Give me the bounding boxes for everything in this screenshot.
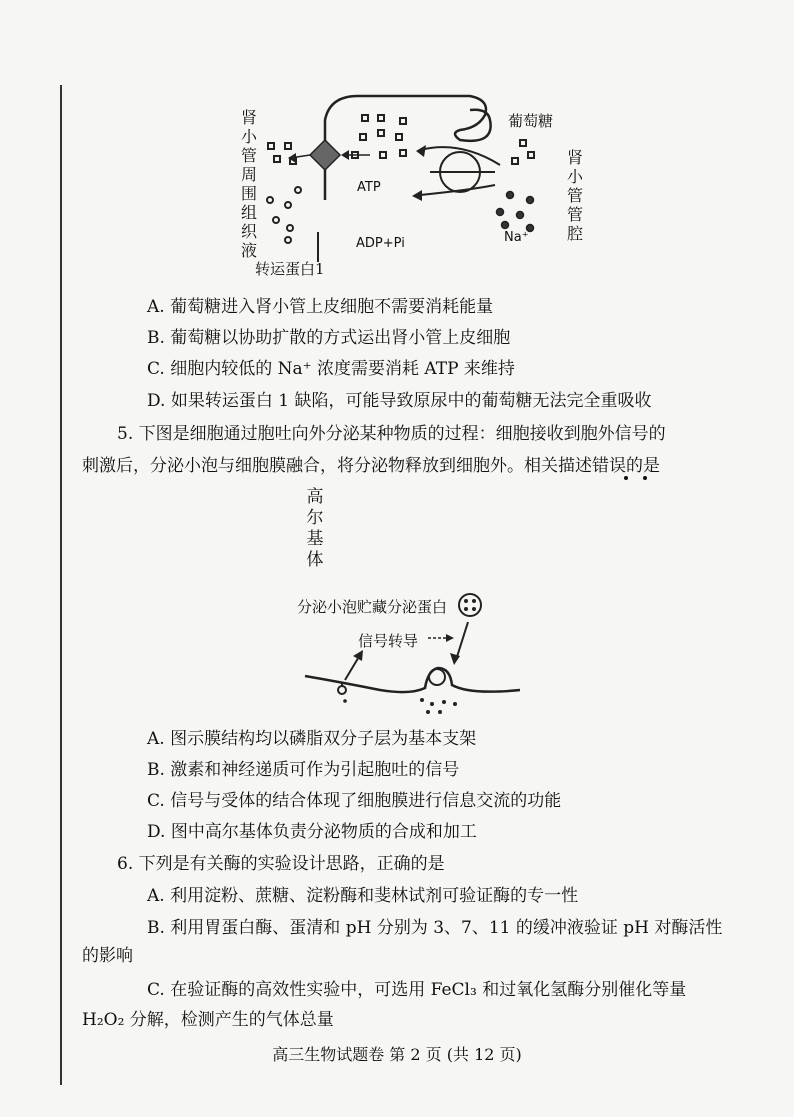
glucose-squares-cell: [352, 115, 406, 158]
na-ions-left: [267, 187, 301, 243]
q6-option-c-line1: C. 在验证酶的高效性实验中，可选用 FeCl₃ 和过氧化氢酶分别催化等量: [147, 980, 687, 1000]
adp-label: ADP+Pi: [356, 236, 405, 251]
left-region-label: 肾小管周围组织液: [240, 108, 257, 260]
glucose-squares-right: [512, 140, 534, 164]
q5-option-c: C. 信号与受体的结合体现了细胞膜进行信息交流的功能: [147, 791, 562, 811]
q4-option-b: B. 葡萄糖以协助扩散的方式运出肾小管上皮细胞: [147, 328, 511, 348]
q6-stem: 6. 下列是有关酶的实验设计思路，正确的是: [117, 854, 445, 874]
cell-membrane-outline: [325, 96, 491, 200]
right-region-label: 肾小管管腔: [566, 148, 583, 243]
q4-option-c: C. 细胞内较低的 Na⁺ 浓度需要消耗 ATP 来维持: [147, 359, 515, 379]
q6-option-a: A. 利用淀粉、蔗糖、淀粉酶和斐林试剂可验证酶的专一性: [147, 886, 579, 906]
glucose-squares-left: [268, 143, 296, 164]
q6-option-c-line2: H₂O₂ 分解，检测产生的气体总量: [82, 1010, 334, 1030]
transporter-1-label: 转运蛋白1: [255, 260, 325, 278]
signal-label: 信号转导: [358, 632, 419, 650]
page-footer: 高三生物试题卷 第 2 页 (共 12 页): [272, 1045, 522, 1064]
q5-option-b: B. 激素和神经递质可作为引起胞吐的信号: [147, 760, 460, 780]
transporter-1-diamond: [310, 140, 340, 170]
emphasis-dot: [624, 476, 628, 480]
secretory-vesicle: [459, 594, 481, 616]
golgi-label: 高尔基体: [306, 487, 324, 570]
q5-option-d: D. 图中高尔基体负责分泌物质的合成和加工: [147, 822, 477, 842]
emphasis-dot: [643, 476, 647, 480]
q4-option-d: D. 如果转运蛋白 1 缺陷，可能导致原尿中的葡萄糖无法完全重吸收: [147, 391, 652, 411]
vesicle-label: 分泌小泡贮藏分泌蛋白: [297, 598, 448, 616]
q5-stem-line1: 5. 下图是细胞通过胞吐向外分泌某种物质的过程：细胞接收到胞外信号的: [117, 424, 666, 444]
na-label: Na⁺: [504, 230, 529, 245]
q6-option-b-line2: 的影响: [82, 946, 133, 966]
q4-option-a: A. 葡萄糖进入肾小管上皮细胞不需要消耗能量: [147, 297, 494, 317]
atp-label: ATP: [357, 180, 381, 195]
q5-option-a: A. 图示膜结构均以磷脂双分子层为基本支架: [147, 729, 477, 749]
q6-option-b-line1: B. 利用胃蛋白酶、蛋清和 pH 分别为 3、7、11 的缓冲液验证 pH 对酶活性: [147, 918, 723, 938]
released-secretion-dots: [343, 698, 457, 714]
glucose-label: 葡萄糖: [508, 112, 554, 130]
q5-stem-line2: 刺激后，分泌小泡与细胞膜融合，将分泌物释放到细胞外。相关描述错误的是: [82, 456, 660, 476]
na-ions-right: [497, 192, 534, 232]
